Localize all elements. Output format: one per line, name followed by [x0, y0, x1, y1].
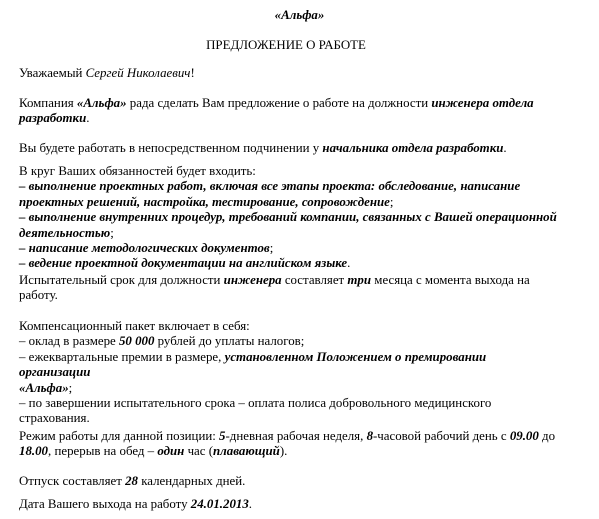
- vacation-paragraph: Отпуск составляет 28 календарных дней.: [19, 474, 246, 488]
- duty-item: – выполнение проектных работ, включая все этапы проекта: обследование, написание: [19, 179, 521, 194]
- probation-paragraph: Испытательный срок для должности инженера составляет три месяца с момента выхода на работу.: [19, 273, 530, 303]
- compensation-item-cont: «Альфа»;: [19, 380, 73, 395]
- duty-item: – ведение проектной документации на английском языке.: [19, 256, 351, 271]
- compensation-item-cont: страхования.: [19, 411, 90, 426]
- compensation-list: [19, 319, 579, 427]
- duty-item-cont: проектных решений, настройка, тестирование, сопровождение;: [19, 194, 394, 209]
- start-date: 24.01.2013: [190, 497, 249, 511]
- duties-header: В круг Ваших обязанностей будет входить:: [19, 164, 256, 178]
- compensation-item: – оклад в размере 50 000 рублей до уплаты налогов;: [19, 334, 305, 349]
- duty-item: – написание методологических документов;: [19, 241, 274, 256]
- start-date-paragraph: Дата Вашего выхода на работу 24.01.2013.: [19, 497, 253, 511]
- document-title: ПРЕДЛОЖЕНИЕ О РАБОТЕ: [206, 38, 366, 52]
- compensation-item-cont: организации: [19, 365, 91, 380]
- recipient-name: Сергей Николаевич: [85, 66, 191, 80]
- greeting: Уважаемый Сергей Николаевич!: [19, 66, 195, 80]
- compensation-header: Компенсационный пакет включает в себя:: [19, 319, 250, 333]
- supervisor-paragraph: Вы будете работать в непосредственном подчинении у начальника отдела разработки.: [19, 141, 507, 155]
- intro-paragraph: Компания «Альфа» рада сделать Вам предложение о работе на должности инженера отдела разработки.: [19, 96, 534, 126]
- schedule-paragraph: Режим работы для данной позиции: 5-дневная рабочая неделя, 8-часовой рабочий день с 09.00 до 18.00, перерыв на обед – один час (плавающий).: [19, 429, 556, 459]
- duty-item: – выполнение внутренних процедур, требований компании, связанных с Вашей операционной: [19, 210, 557, 225]
- compensation-item: – ежеквартальные премии в размере, установленном Положением о премировании: [19, 349, 487, 364]
- company-name: «Альфа»: [274, 8, 325, 22]
- duty-item-cont: деятельностью;: [19, 225, 114, 240]
- duties-list: [19, 164, 579, 272]
- compensation-item: – по завершении испытательного срока – оплата полиса добровольного медицинского: [19, 396, 492, 411]
